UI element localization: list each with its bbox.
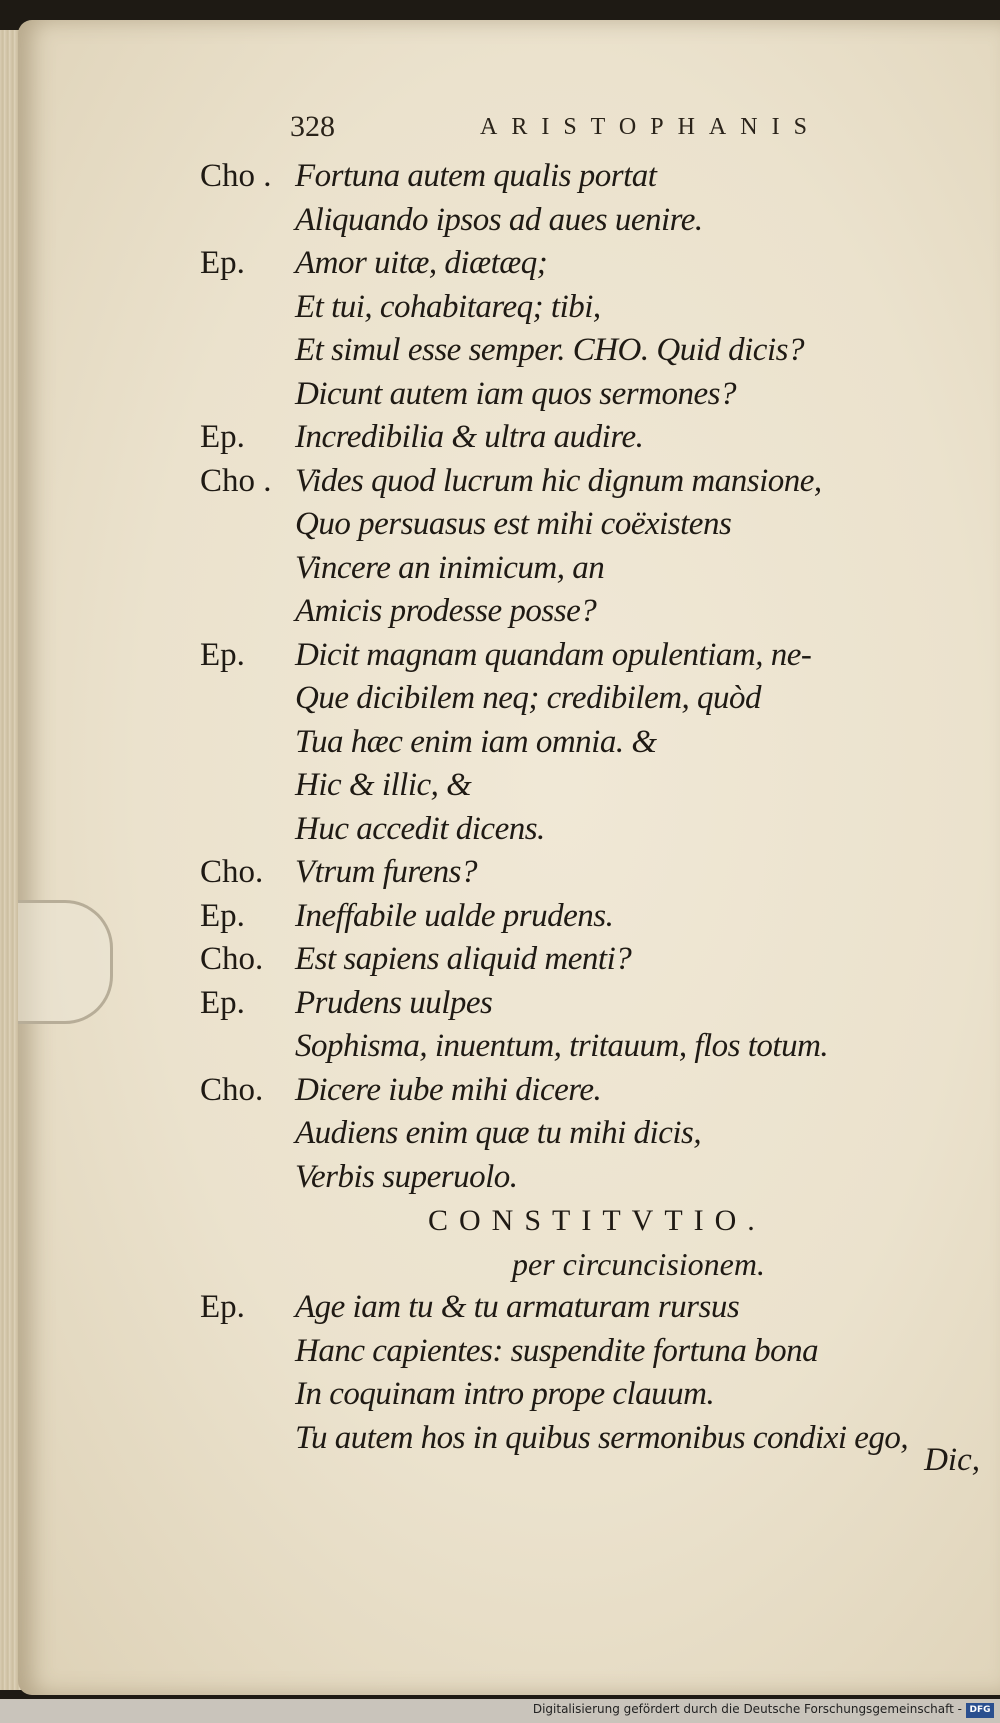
verse-line-text: Aliquando ipsos ad aues uenire. (295, 201, 703, 238)
speaker-label: Ep. (200, 984, 245, 1021)
catchword: Dic, (924, 1442, 980, 1478)
verse-line (200, 808, 980, 852)
page-header (290, 110, 850, 150)
verse-line-text: Amor uitæ, diætæq; (295, 245, 548, 281)
verse-line-text: Fortuna autem qualis portat (295, 158, 657, 194)
verse-line (200, 1286, 980, 1330)
verse-line-text: In coquinam intro prope clauum. (295, 1376, 715, 1412)
speaker-label: Ep. (200, 897, 245, 934)
verse-line (200, 721, 980, 765)
speaker-label: Cho. (200, 854, 264, 890)
speaker-label: Cho. (200, 1071, 264, 1108)
verse-line (200, 1025, 980, 1069)
verse-line-text: Vtrum furens? (295, 854, 478, 890)
verse-line-text: Verbis superuolo. (295, 1158, 518, 1195)
speaker-label: Ep. (200, 1289, 245, 1325)
verse-line-text: Audiens enim quæ tu mihi dicis, (295, 1115, 702, 1151)
verse-line (200, 1417, 980, 1461)
dfg-logo-icon: DFG (966, 1703, 994, 1718)
verse-line (200, 895, 980, 939)
verse-line-text: Ineffabile ualde prudens. (295, 897, 614, 934)
verse-line (200, 1156, 980, 1200)
verse-line (200, 503, 980, 547)
verse-line (200, 199, 980, 243)
verse-line (200, 416, 980, 460)
verse-line-text: Et tui, cohabitareq; tibi, (295, 288, 601, 325)
verse-line (200, 242, 980, 286)
page-clip (18, 900, 113, 1024)
verse-line (200, 286, 980, 330)
verse-line-text: Prudens uulpes (295, 984, 493, 1021)
verse-line-text: Quo persuasus est mihi coëxistens (295, 506, 732, 542)
verse-line (200, 764, 980, 808)
verse-line (200, 677, 980, 721)
speaker-label: Cho. (200, 941, 264, 977)
verse-line (200, 1112, 980, 1156)
verse-line (200, 1373, 980, 1417)
footer-credit: Digitalisierung gefördert durch die Deutsche Forschungsgemeinschaft - (532, 1702, 962, 1716)
verse-line-text: Dicere iube mihi dicere. (295, 1071, 602, 1108)
running-head: ARISTOPHANIS (480, 114, 821, 140)
verse-text (200, 155, 980, 1460)
verse-line (200, 329, 980, 373)
verse-line-text: Vincere an inimicum, an (295, 549, 605, 586)
speaker-label: Cho . (200, 158, 272, 194)
verse-line-text: Dicunt autem iam quos sermones? (295, 375, 736, 412)
verse-line-text: Tua hæc enim iam omnia. & (295, 723, 657, 760)
verse-line-text: Dicit magnam quandam opulentiam, ne- (295, 636, 812, 673)
speaker-label: Cho . (200, 462, 272, 499)
speaker-label: Ep. (200, 245, 245, 281)
verse-line (200, 590, 980, 634)
verse-line (200, 155, 980, 199)
verse-line-text: Huc accedit dicens. (295, 810, 545, 847)
verse-line-text: Tu autem hos in quibus sermonibus condixi ego, (295, 1419, 909, 1456)
verse-line-text: Sophisma, inuentum, tritauum, flos totum. (295, 1028, 829, 1064)
footer-bar (0, 1699, 1000, 1723)
section-subheading-line (200, 1243, 980, 1287)
verse-line (200, 634, 980, 678)
verse-line (200, 373, 980, 417)
verse-line-text: Hanc capientes: suspendite fortuna bona (295, 1332, 819, 1369)
verse-block-2 (200, 1286, 980, 1460)
verse-line-text: Amicis prodesse posse? (295, 593, 597, 629)
verse-line-text: Hic & illic, & (295, 767, 472, 803)
verse-line (200, 1330, 980, 1374)
verse-line (200, 851, 980, 895)
verse-line (200, 1069, 980, 1113)
verse-line-text: Vides quod lucrum hic dignum mansione, (295, 462, 822, 499)
verse-line-text: Et simul esse semper. CHO. Quid dicis? (295, 332, 804, 368)
verse-block-1 (200, 155, 980, 1199)
verse-line (200, 938, 980, 982)
section-heading-line (200, 1199, 980, 1243)
section-heading: CONSTITVTIO. (428, 1204, 766, 1237)
page-number: 328 (290, 110, 335, 143)
speaker-label: Ep. (200, 636, 245, 673)
verse-line-text: Est sapiens aliquid menti? (295, 941, 632, 977)
section-subheading: per circuncisionem. (512, 1245, 765, 1282)
verse-line-text: Age iam tu & tu armaturam rursus (295, 1289, 740, 1325)
verse-line-text: Incredibilia & ultra audire. (295, 419, 644, 455)
verse-line-text: Que dicibilem neq; credibilem, quòd (295, 680, 762, 716)
verse-line (200, 982, 980, 1026)
speaker-label: Ep. (200, 419, 245, 455)
verse-line (200, 547, 980, 591)
verse-line (200, 460, 980, 504)
